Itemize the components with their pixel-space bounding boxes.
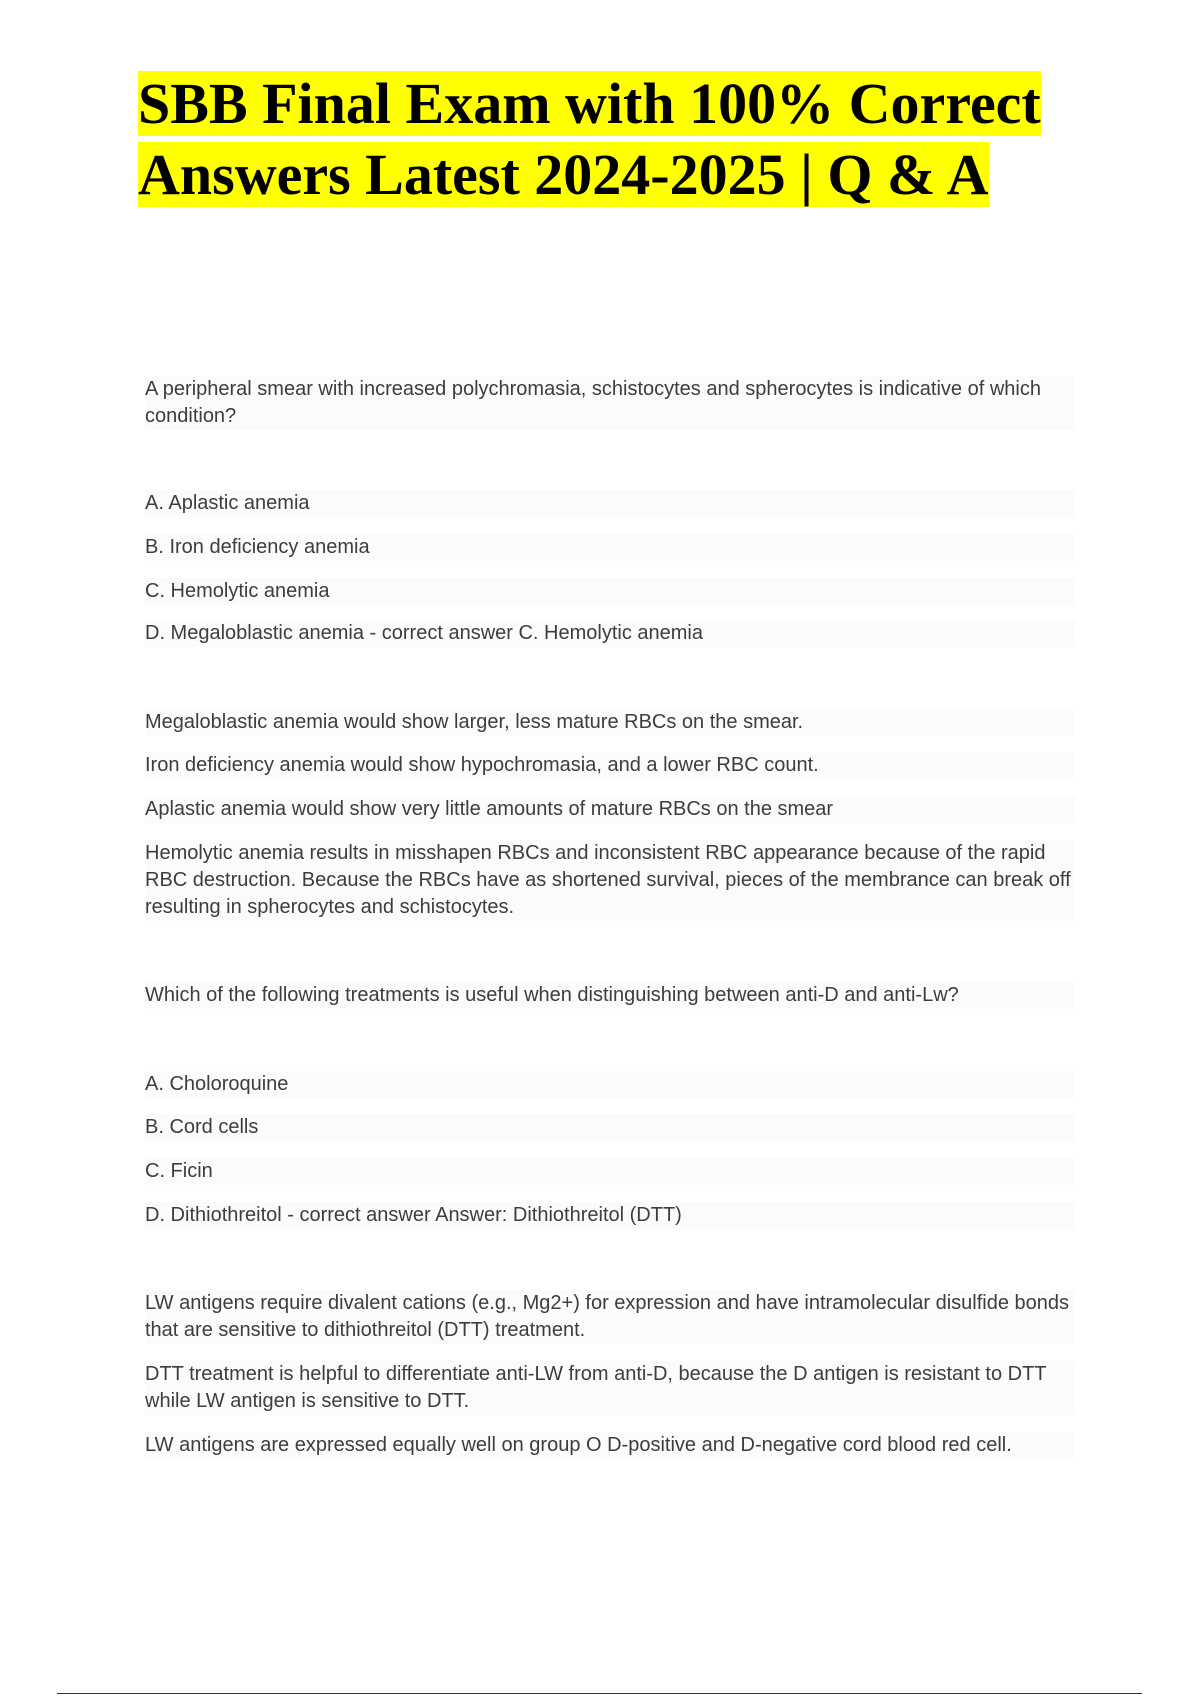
question-2-explanation-1: LW antigens require divalent cations (e.g., Mg2+) for expression and have intramolecular disulfide bonds that are sensitive to dithiothreitol (DTT) treatment. <box>145 1290 1075 1344</box>
question-1-option-d-answer: D. Megaloblastic anemia - correct answer C. Hemolytic anemia <box>145 620 1075 647</box>
question-1-explanation-1: Megaloblastic anemia would show larger, less mature RBCs on the smear. <box>145 709 1075 736</box>
title-line-2: Answers Latest 2024-2025 | Q & A <box>138 142 989 207</box>
question-2-text: Which of the following treatments is useful when distinguishing between anti-D and anti-Lw? <box>145 982 1075 1009</box>
question-2-explanation-2: DTT treatment is helpful to differentiate anti-LW from anti-D, because the D antigen is resistant to DTT while LW antigen is sensitive to DTT. <box>145 1361 1075 1415</box>
question-1-option-b: B. Iron deficiency anemia <box>145 534 1075 561</box>
question-1-option-c: C. Hemolytic anemia <box>145 578 1075 605</box>
question-2-option-d-answer: D. Dithiothreitol - correct answer Answer: Dithiothreitol (DTT) <box>145 1202 1075 1229</box>
page-bottom-rule <box>57 1693 1142 1694</box>
question-1-explanation-4: Hemolytic anemia results in misshapen RBCs and inconsistent RBC appearance because of the rapid RBC destruction. Because the RBCs have as shortened survival, pieces of the membrance can break off resulting in spherocytes and schistocytes. <box>145 840 1075 921</box>
question-2-option-c: C. Ficin <box>145 1158 1075 1185</box>
question-2-option-a: A. Choloroquine <box>145 1071 1075 1098</box>
question-2-option-b: B. Cord cells <box>145 1114 1075 1141</box>
document-title <box>138 68 1138 210</box>
title-line-1: SBB Final Exam with 100% Correct <box>138 71 1041 136</box>
question-1-explanation-3: Aplastic anemia would show very little amounts of mature RBCs on the smear <box>145 796 1075 823</box>
question-1-option-a: A. Aplastic anemia <box>145 490 1075 517</box>
question-1-text: A peripheral smear with increased polychromasia, schistocytes and spherocytes is indicative of which condition? <box>145 376 1075 430</box>
question-2-explanation-3: LW antigens are expressed equally well on group O D-positive and D-negative cord blood red cell. <box>145 1432 1075 1459</box>
question-1-explanation-2: Iron deficiency anemia would show hypochromasia, and a lower RBC count. <box>145 752 1075 779</box>
